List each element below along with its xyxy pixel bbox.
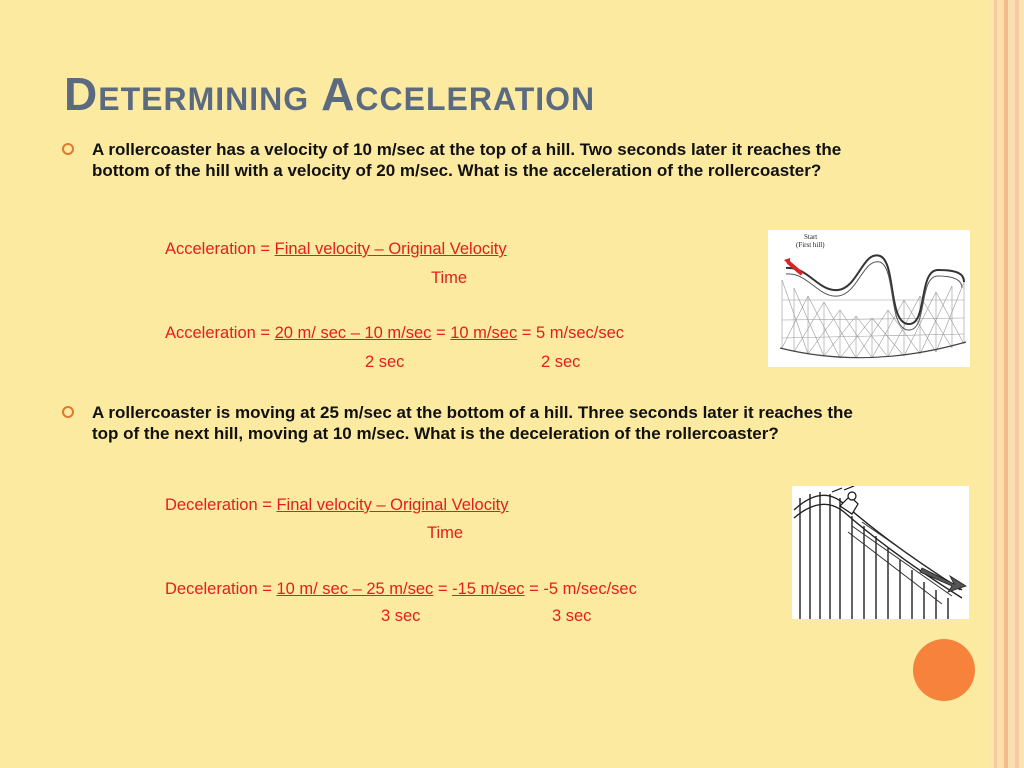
image-caption-start: Start	[804, 233, 818, 241]
slide-title: Determining Acceleration	[64, 68, 596, 120]
calc-result: = 5 m/sec/sec	[517, 324, 625, 342]
rollercoaster-track-drawing	[768, 230, 970, 367]
calc-equals: =	[433, 580, 453, 598]
calc-numerator: 10 m/ sec – 25 m/sec	[276, 580, 434, 598]
image-caption-first-hill: (First hill)	[796, 241, 825, 249]
calc-numerator: 20 m/ sec – 10 m/sec	[274, 324, 432, 342]
decorative-circle	[913, 639, 975, 701]
calc-result-numerator: -15 m/sec	[452, 580, 525, 598]
calculation-acceleration	[165, 323, 624, 343]
calc-denominator-1: 2 sec	[365, 353, 405, 371]
decorative-stripes	[988, 0, 1024, 768]
calc-label: Acceleration =	[165, 324, 275, 342]
formula-deceleration	[165, 495, 508, 515]
formula-label: Deceleration =	[165, 496, 277, 514]
calc-label: Deceleration =	[165, 580, 277, 598]
calculation-deceleration	[165, 579, 637, 599]
formula-denominator: Time	[431, 269, 468, 287]
formula-acceleration	[165, 239, 507, 259]
rollercoaster-descent-image	[792, 486, 969, 619]
bullet-marker-icon	[62, 406, 74, 418]
calc-denominator-2: 3 sec	[552, 607, 592, 625]
bullet-text: A rollercoaster is moving at 25 m/sec at the bottom of a hill. Three seconds later it reaches the top of the next hill, moving at 10 m/sec. What is the deceleration of the rollercoaster?	[92, 403, 853, 443]
calc-result: = -5 m/sec/sec	[524, 580, 637, 598]
rollercoaster-track-image	[768, 230, 970, 367]
bullet-item-1	[64, 139, 864, 203]
rollercoaster-descent-drawing	[792, 486, 969, 619]
calc-denominator-2: 2 sec	[541, 353, 581, 371]
calc-equals: =	[431, 324, 451, 342]
calc-denominator-1: 3 sec	[381, 607, 421, 625]
formula-label: Acceleration =	[165, 240, 275, 258]
bullet-marker-icon	[62, 143, 74, 155]
formula-denominator: Time	[427, 524, 464, 542]
bullet-item-2	[64, 402, 864, 466]
formula-numerator: Final velocity – Original Velocity	[276, 496, 509, 514]
formula-numerator: Final velocity – Original Velocity	[274, 240, 507, 258]
calc-result-numerator: 10 m/sec	[450, 324, 518, 342]
bullet-text: A rollercoaster has a velocity of 10 m/sec at the top of a hill. Two seconds later it reaches the bottom of the hill with a velocity of 20 m/sec. What is the acceleration of the rollercoaster?	[92, 140, 842, 180]
